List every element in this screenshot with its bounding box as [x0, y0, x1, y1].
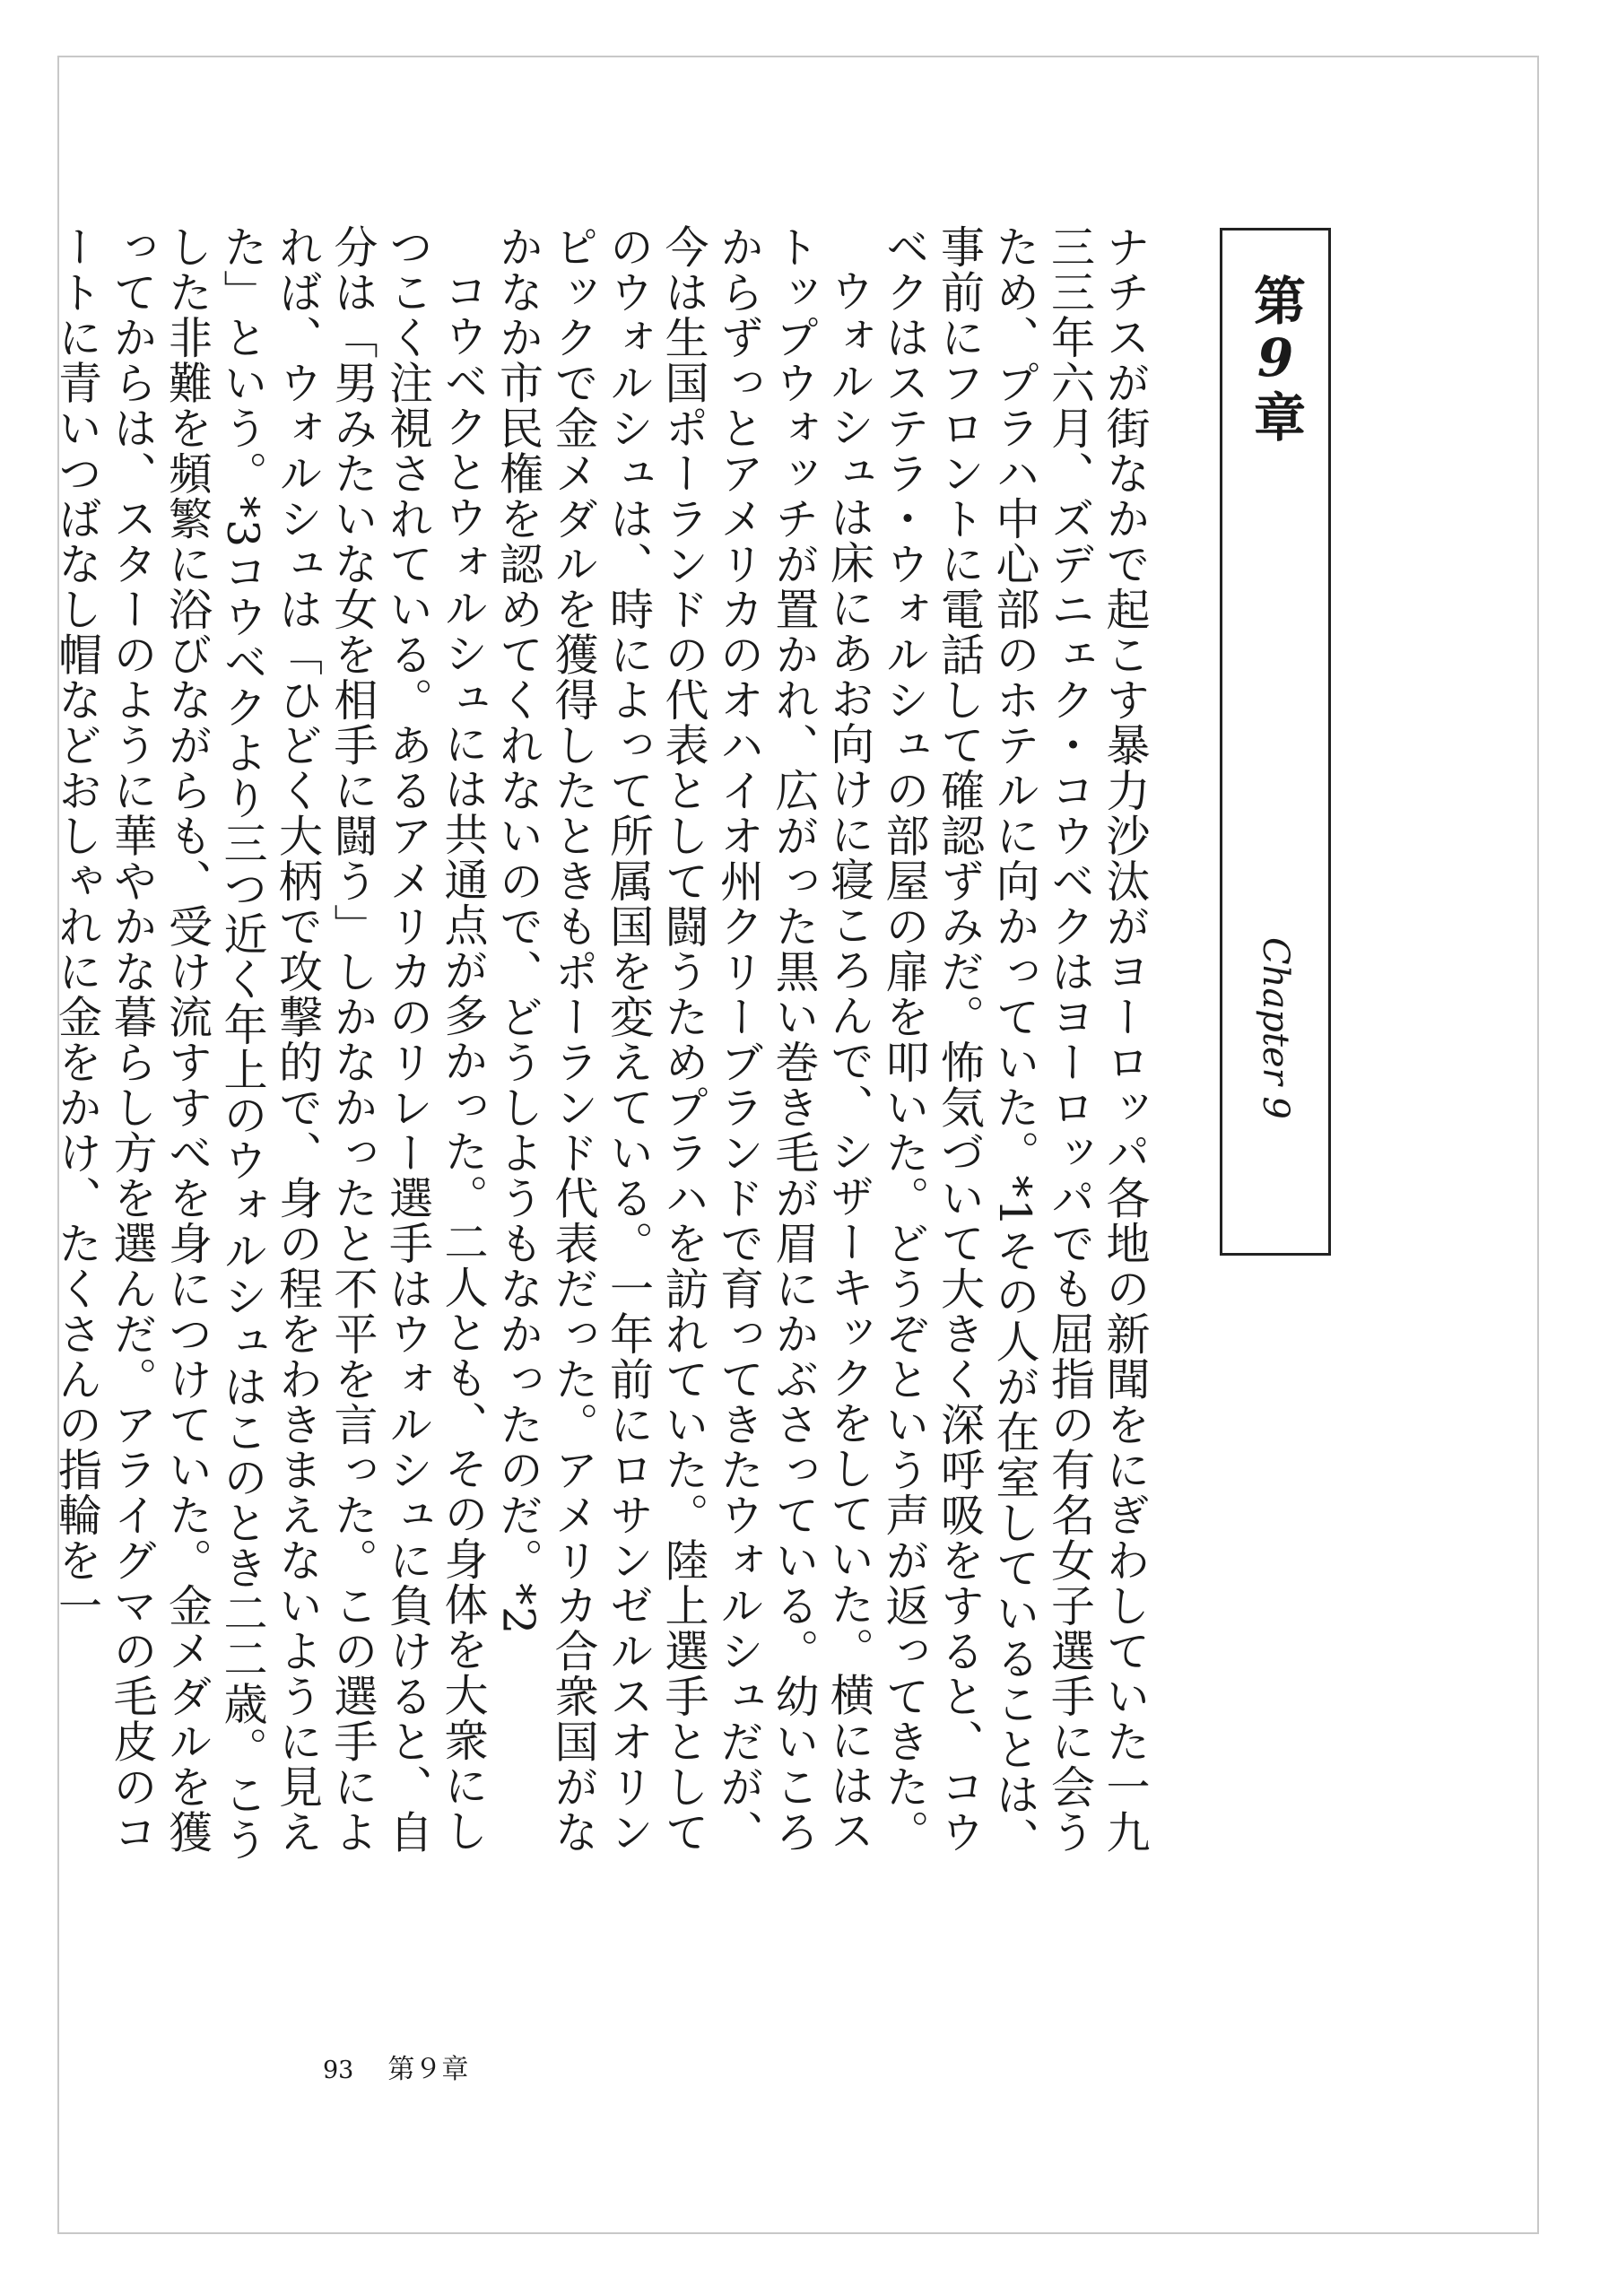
chapter-english-title: Chapter 9: [1255, 937, 1296, 1119]
page-footer: [323, 2047, 468, 2083]
chapter-heading-box: [1220, 228, 1331, 1256]
chapter-title-suffix: 章: [1245, 390, 1306, 444]
chapter-title-prefix: 第: [1245, 274, 1306, 327]
paragraph-3: コウベクとウォルシュには共通点が多かった。二人とも、その身体を大衆にしつこく注視されている。あるアメリカのリレー選手はウォルシュに負けると、自分は「男みたいな女を相手に闘う」しかなかったと不平を言った。この選手によれば、ウォルシュは「ひどく大柄で攻撃的で、身の程をわきまえないように見えた」という。*3コウベクより三つ近く年上のウォルシュはこのとき二二歳。こうした非難を頻繁に浴びながらも、受け流すすべを身につけていた。金メダルを獲ってからは、スターのように華やかな暮らし方を選んだ。アライグマの毛皮のコートに青いつばなし帽などおしゃれに金をかけ、たくさんの指輪を一: [51, 224, 489, 1863]
paragraph-2: ウォルシュは床にあお向けに寝ころんで、シザーキックをしていた。横にはストップウォッチが置かれ、広がった黒い巻き毛が眉にかぶさっている。幼いころからずっとアメリカのオハイオ州クリーブランドで育ってきたウォルシュだが、今は生国ポーランドの代表として闘うためプラハを訪れていた。陸上選手としてのウォルシュは、時によって所属国を変えている。一年前にロサンゼルスオリンピックで金メダルを獲得したときもポーランド代表だった。アメリカ合衆国がなかなか市民権を認めてくれないので、どうしようもなかったのだ。*2: [492, 224, 875, 1855]
page-number: 93: [323, 2057, 354, 2084]
chapter-title: [1222, 274, 1328, 444]
chapter-title-number: 9: [1245, 327, 1306, 390]
body-text: [51, 224, 1152, 1866]
paragraph-1: ナチスが街なかで起こす暴力沙汰がヨーロッパ各地の新聞をにぎわしていた一九三三年六月、ズデニェク・コウベクはヨーロッパでも屈指の有名女子選手に会うため、プラハ中心部のホテルに向かっていた。*1その人が在室していることは、事前にフロントに電話して確認ずみだ。怖気づいて大きく深呼吸をすると、コウベクはステラ・ウォルシュの部屋の扉を叩いた。どうぞという声が返ってきた。: [879, 224, 1151, 1863]
running-head: 第９章: [387, 2054, 469, 2085]
